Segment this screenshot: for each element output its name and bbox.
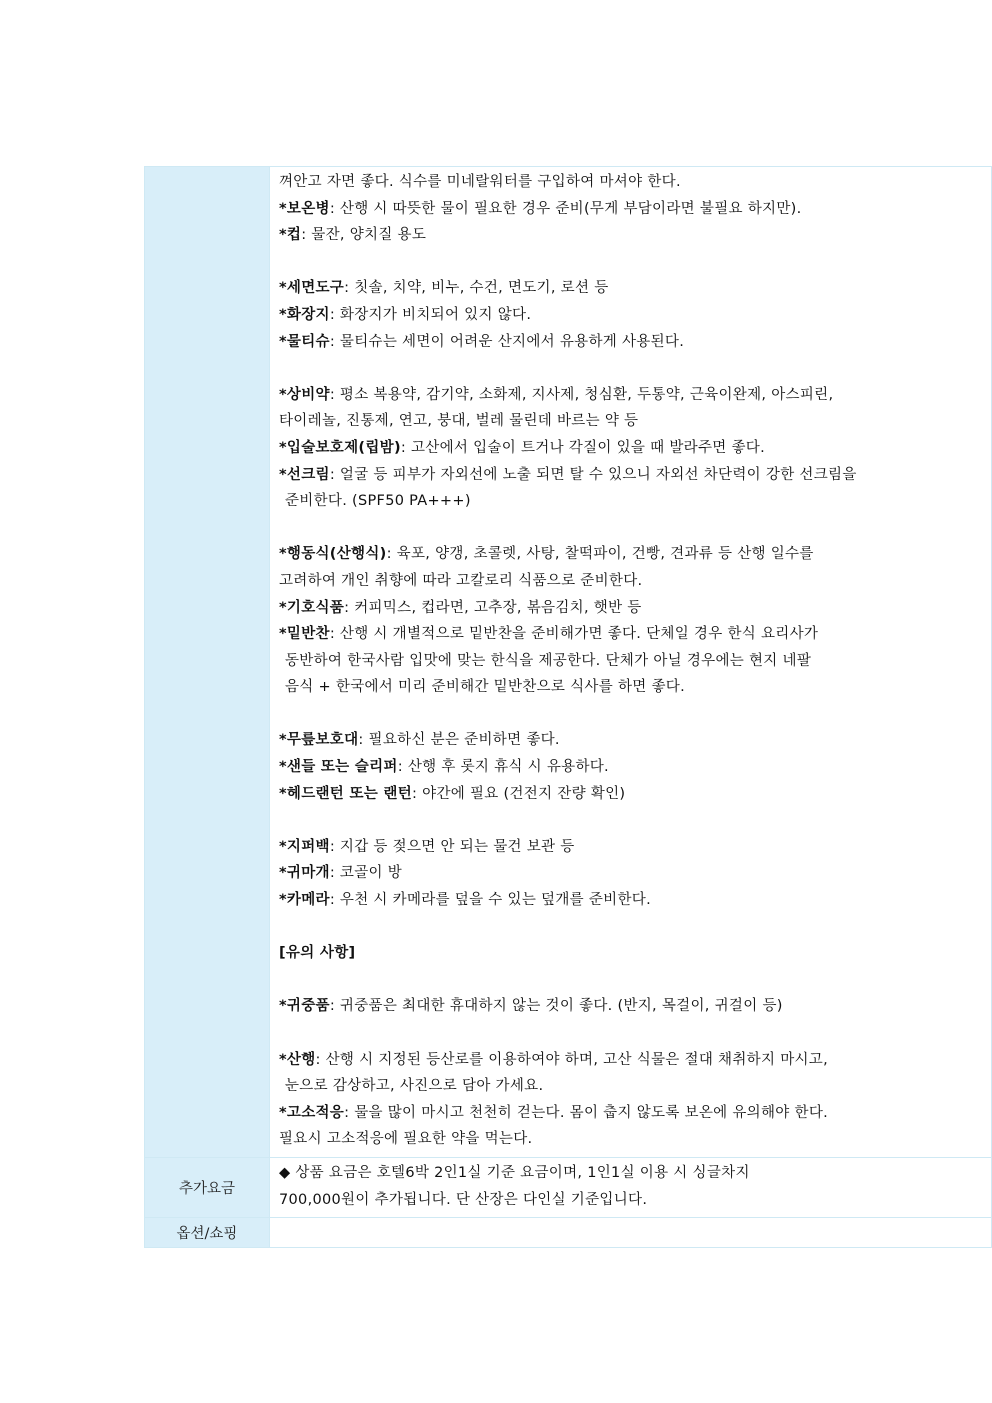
preparation-label-cell [145, 167, 270, 1158]
blank-line [279, 807, 991, 834]
prep-item-desc: : 육포, 양갱, 초콜렛, 사탕, 찰떡파이, 건빵, 견과류 등 산행 일수를 [386, 546, 814, 563]
blank-line [279, 914, 991, 941]
prep-item-desc: : 산행 시 따뜻한 물이 필요한 경우 준비(무게 부담이라면 불필요 하지만). [329, 200, 802, 217]
prep-item-term: *귀중품 [279, 998, 330, 1015]
prep-item [279, 462, 991, 489]
prep-item-term: *화장지 [279, 306, 330, 323]
prep-item-desc: : 고산에서 입술이 트거나 각질이 있을 때 발라주면 좋다. [400, 439, 766, 456]
option-row [145, 1218, 992, 1248]
prep-item-term: *샌들 또는 슬리퍼 [279, 759, 398, 776]
notice-heading: [유의 사항] [279, 945, 356, 962]
blank-line [279, 1020, 991, 1047]
prep-item-term: *헤드랜턴 또는 랜턴 [279, 785, 413, 802]
extra-fee-label: 추가요금 [145, 1157, 270, 1217]
prep-item-desc: : 필요하신 분은 준비하면 좋다. [358, 732, 560, 749]
blank-line [279, 701, 991, 728]
continuation-line: 음식 + 한국에서 미리 준비해간 밑반찬으로 식사를 하면 좋다. [285, 679, 685, 696]
prep-item [279, 222, 991, 249]
blank-line [279, 355, 991, 382]
prep-item [279, 727, 991, 754]
prep-item-term: *무릎보호대 [279, 732, 359, 749]
text-line: 고려하여 개인 취향에 따라 고칼로리 식품으로 준비한다. [279, 572, 643, 589]
prep-item-term: *귀마개 [279, 865, 330, 882]
prep-item [279, 595, 991, 622]
prep-item-term: *세면도구 [279, 280, 345, 297]
prep-item [279, 834, 991, 861]
prep-item [279, 781, 991, 808]
prep-item-desc: : 야간에 필요 (건전지 잔량 확인) [412, 785, 626, 802]
preparation-row [145, 167, 992, 1158]
prep-item [279, 196, 991, 223]
prep-item-desc: : 물을 많이 마시고 천천히 걷는다. 몸이 춥지 않도록 보온에 유의해야 한다. [344, 1104, 829, 1121]
prep-item [279, 1047, 991, 1074]
text-line: 껴안고 자면 좋다. 식수를 미네랄워터를 구입하여 마셔야 한다. [279, 174, 681, 190]
prep-item [279, 302, 991, 329]
text-line: 타이레놀, 진통제, 연고, 붕대, 벌레 물린데 바르는 약 등 [279, 413, 639, 430]
option-content [270, 1218, 992, 1248]
prep-item-term: *컵 [279, 227, 302, 244]
preparation-content-cell [270, 167, 992, 1158]
prep-item-term: *상비약 [279, 386, 330, 403]
continuation-line: 동반하여 한국사람 입맛에 맞는 한식을 제공한다. 단체가 아닐 경우에는 현지 네팔 [285, 652, 812, 669]
extra-fee-line-1: ◆ 상품 요금은 호텔6박 2인1실 기준 요금이며, 1인1실 이용 시 싱글차지 [279, 1164, 750, 1181]
extra-fee-line-2: 700,000원이 추가됩니다. 단 산장은 다인실 기준입니다. [279, 1191, 648, 1208]
prep-item-desc: : 화장지가 비치되어 있지 않다. [329, 306, 532, 323]
continuation-line: 눈으로 감상하고, 사진으로 담아 가세요. [285, 1078, 544, 1095]
prep-item-term: *기호식품 [279, 599, 345, 616]
prep-item [279, 382, 991, 409]
prep-item-desc: : 물티슈는 세면이 어려운 산지에서 유용하게 사용된다. [329, 333, 685, 350]
prep-item-desc: : 산행 시 개별적으로 밑반찬을 준비해가면 좋다. 단체일 경우 한식 요리사가 [329, 626, 819, 643]
prep-item-desc: : 평소 복용약, 감기약, 소화제, 지사제, 청심환, 두통약, 근육이완제, 아스피린, [329, 386, 834, 403]
option-label: 옵션/쇼핑 [145, 1218, 270, 1248]
prep-item-desc: : 칫솔, 치약, 비누, 수건, 면도기, 로션 등 [344, 280, 609, 297]
prep-item-term: *고소적응 [279, 1104, 345, 1121]
prep-item [279, 860, 991, 887]
prep-item-desc: : 지갑 등 젖으면 안 되는 물건 보관 등 [329, 838, 575, 855]
prep-item-desc: : 코골이 방 [329, 865, 403, 882]
prep-item-term: *보온병 [279, 200, 330, 217]
text-line: 필요시 고소적응에 필요한 약을 먹는다. [279, 1131, 533, 1148]
prep-item [279, 541, 991, 568]
prep-item-term: *밑반찬 [279, 626, 330, 643]
itinerary-document [144, 166, 992, 1248]
prep-item [279, 435, 991, 462]
prep-item [279, 621, 991, 648]
blank-line [279, 515, 991, 542]
prep-item-desc: : 귀중품은 최대한 휴대하지 않는 것이 좋다. (반지, 목걸이, 귀걸이 등) [329, 998, 783, 1015]
prep-item-term: *입술보호제(립밤) [279, 439, 401, 456]
prep-item-desc: : 산행 후 롯지 휴식 시 유용하다. [397, 759, 609, 776]
prep-item [279, 329, 991, 356]
prep-item-term: *행동식(산행식) [279, 546, 387, 563]
prep-item-desc: : 물잔, 양치질 용도 [301, 227, 427, 244]
prep-item [279, 887, 991, 914]
prep-item [279, 754, 991, 781]
prep-item-term: *산행 [279, 1051, 316, 1068]
prep-item-term: *카메라 [279, 892, 330, 909]
info-table [144, 166, 992, 1248]
prep-item-desc: : 커피믹스, 컵라면, 고추장, 볶음김치, 햇반 등 [344, 599, 642, 616]
continuation-line: 준비한다. (SPF50 PA+++) [285, 493, 471, 510]
prep-item [279, 1100, 991, 1127]
prep-item [279, 275, 991, 302]
prep-item-desc: : 산행 시 지정된 등산로를 이용하여야 하며, 고산 식물은 절대 채취하지 마시고, [315, 1051, 829, 1068]
extra-fee-content [270, 1157, 992, 1217]
prep-item-term: *물티슈 [279, 333, 330, 350]
prep-item-term: *지퍼백 [279, 838, 330, 855]
blank-line [279, 249, 991, 276]
prep-item-desc: : 얼굴 등 피부가 자외선에 노출 되면 탈 수 있으니 자외선 차단력이 강한 선크림을 [329, 466, 857, 483]
prep-item [279, 993, 991, 1020]
extra-fee-row [145, 1157, 992, 1217]
preparation-list [279, 169, 991, 1153]
prep-item-term: *선크림 [279, 466, 330, 483]
blank-line [279, 967, 991, 994]
prep-item-desc: : 우천 시 카메라를 덮을 수 있는 덮개를 준비한다. [329, 892, 652, 909]
